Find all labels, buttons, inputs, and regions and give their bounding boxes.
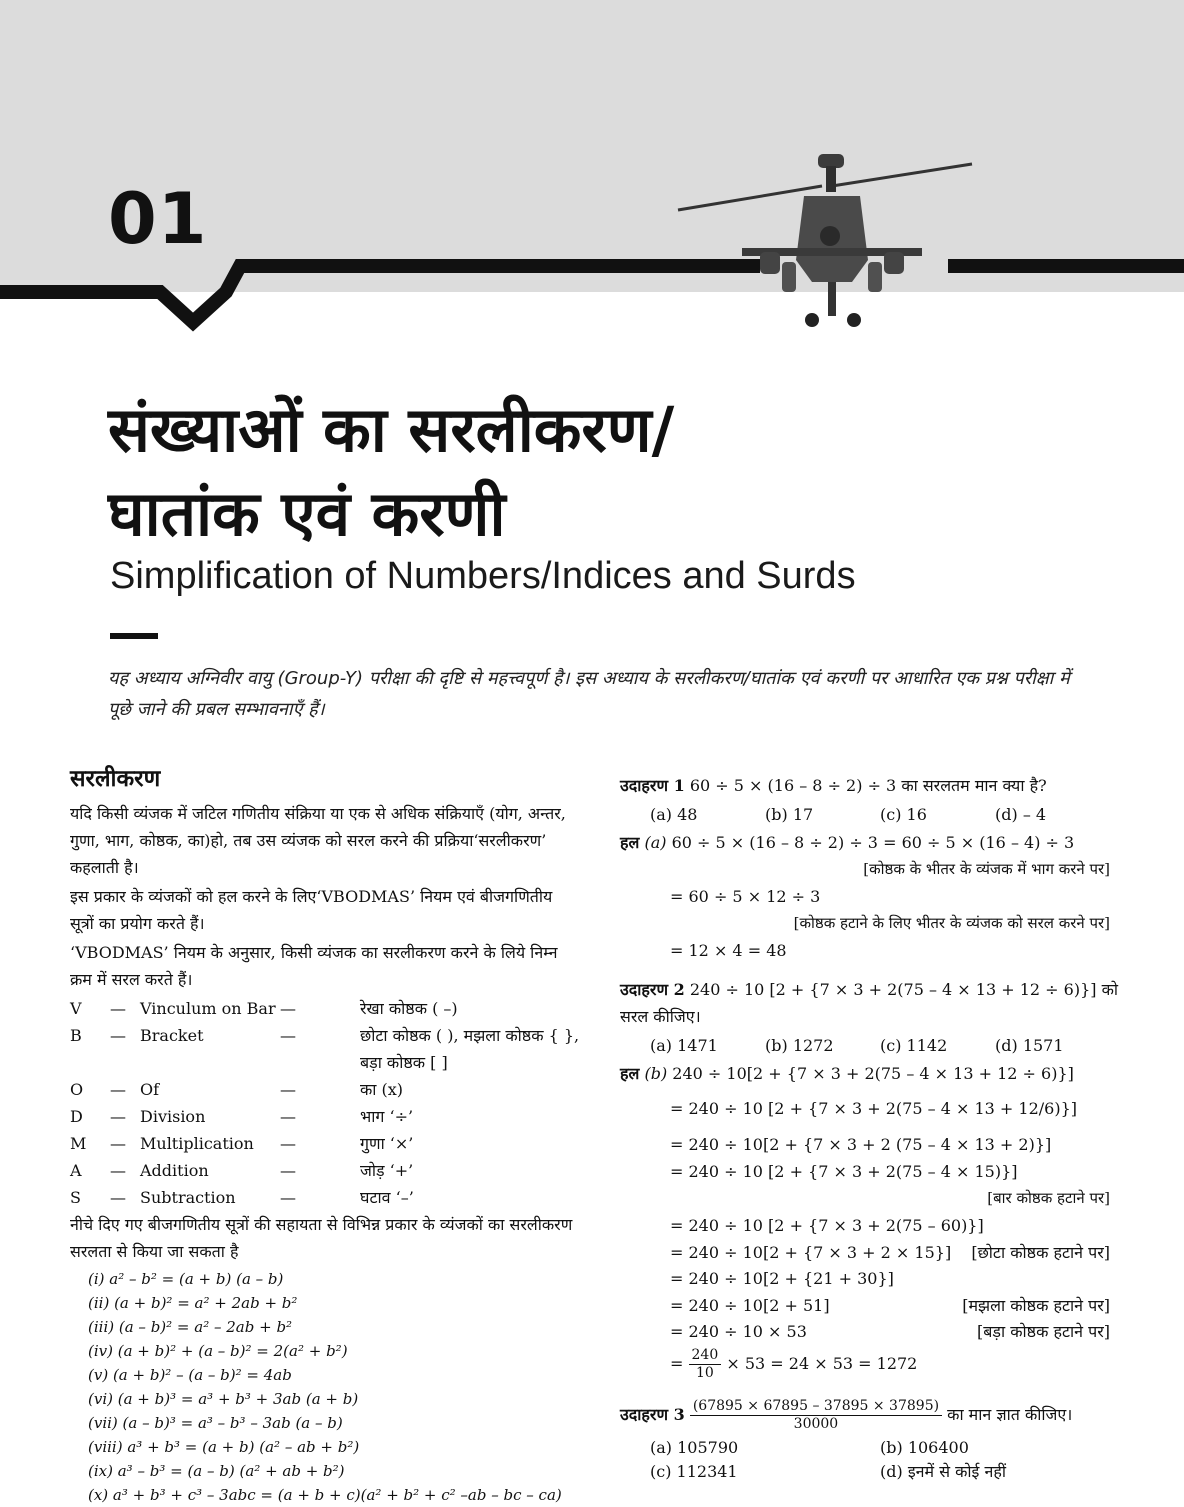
rule-name: Multiplication	[140, 1134, 254, 1153]
rule-name: Addition	[140, 1161, 209, 1180]
solution-note: [कोष्ठक हटाने के लिए भीतर के व्यंजक को सरल करने पर]	[793, 914, 1110, 932]
formula-item: (viii) a³ + b³ = (a + b) (a² – ab + b²)	[88, 1438, 360, 1456]
solution-note: [बड़ा कोष्ठक हटाने पर]	[977, 1322, 1110, 1341]
paragraph-formulas-intro: नीचे दिए गए बीजगणितीय सूत्रों की सहायता से विभिन्न प्रकार के व्यंजकों का सरलीकरण सरलता से किया जा सकता है	[70, 1215, 573, 1261]
final-result: × 53 = 24 × 53 = 1272	[726, 1354, 918, 1373]
chapter-title-english: Simplification of Numbers/Indices and Surds	[110, 555, 856, 597]
formula-item: (x) a³ + b³ + c³ – 3abc = (a + b + c)(a² + b² + c² –ab – bc – ca)	[88, 1486, 562, 1504]
rule-row	[70, 995, 580, 1022]
title-hindi-line2: घातांक एवं करणी	[108, 477, 506, 550]
rule-dash: —	[280, 999, 296, 1018]
rule-letter: S	[70, 1188, 81, 1207]
solution-step-row	[620, 1292, 1120, 1318]
solution-step-row	[620, 1318, 1120, 1344]
title-hindi-line1: संख्याओं का सरलीकरण/	[108, 393, 675, 466]
formula-item: (ii) (a + b)² = a² + 2ab + b²	[88, 1294, 298, 1312]
solution-step: = 240 ÷ 10[2 + {7 × 3 + 2 × 15}]	[670, 1243, 952, 1262]
rule-row	[70, 1022, 580, 1076]
fraction-denominator: 30000	[793, 1416, 839, 1432]
rule-hindi: का (x)	[360, 1080, 404, 1099]
solution-note: [बार कोष्ठक हटाने पर]	[987, 1189, 1110, 1207]
chapter-title-hindi	[108, 388, 674, 556]
rule-dash: —	[110, 1107, 126, 1126]
rule-hindi: भाग ‘÷’	[360, 1107, 414, 1126]
rule-letter: D	[70, 1107, 83, 1126]
rule-hindi: छोटा कोष्ठक ( ), मझला कोष्ठक { }, बड़ा कोष्ठक [ ]	[360, 1026, 580, 1072]
example-label: उदाहरण 3	[620, 1405, 685, 1424]
option: (c) 1142	[880, 1036, 948, 1055]
option: (a) 105790	[650, 1438, 739, 1457]
solution-step: = 12 × 4 = 48	[670, 941, 787, 960]
solution-note: [मझला कोष्ठक हटाने पर]	[962, 1296, 1110, 1315]
formula-list	[70, 1267, 580, 1507]
rule-letter: A	[70, 1161, 82, 1180]
rule-dash: —	[280, 1188, 296, 1207]
formula-item: (vi) (a + b)³ = a³ + b³ + 3ab (a + b)	[88, 1390, 359, 1408]
rule-letter: M	[70, 1134, 87, 1153]
helicopter-image	[672, 150, 992, 340]
formula-item: (vii) (a – b)³ = a³ – b³ – 3ab (a – b)	[88, 1414, 343, 1432]
formula-item: (iii) (a – b)² = a² – 2ab + b²	[88, 1318, 293, 1336]
option: (b) 106400	[880, 1438, 969, 1457]
title-underline	[110, 633, 158, 639]
rule-letter: V	[70, 999, 82, 1018]
option: (d) – 4	[995, 805, 1047, 824]
paragraph-definition: यदि किसी व्यंजक में जटिल गणितीय संक्रिया या एक से अधिक संक्रियाएँ (योग, अन्तर, गुणा, भाग, कोष्ठक, का)हो, तब उस व्यंजक को सरल करने की प्रक्रिया‘सरलीकरण’ कहलाती है।	[70, 804, 566, 877]
rule-row	[70, 1103, 580, 1130]
solution-step: = 240 ÷ 10[2 + 51]	[670, 1296, 830, 1315]
rule-row	[70, 1130, 580, 1157]
left-column	[70, 762, 580, 1507]
solution-label: हल	[620, 833, 640, 852]
solution-note: [कोष्ठक के भीतर के व्यंजक में भाग करने पर]	[863, 860, 1110, 878]
option: (b) 17	[765, 805, 814, 824]
rule-hindi: जोड़ ‘+’	[360, 1161, 414, 1180]
solution-step: = 240 ÷ 10 × 53	[670, 1322, 807, 1341]
rule-dash: —	[110, 999, 126, 1018]
formula-item: (iv) (a + b)² + (a – b)² = 2(a² + b²)	[88, 1342, 348, 1360]
rule-row	[70, 1157, 580, 1184]
final-fraction	[689, 1347, 722, 1382]
options	[620, 801, 1120, 829]
solution-step-row	[620, 1239, 1120, 1265]
formula-item: (ix) a³ – b³ = (a – b) (a² + ab + b²)	[88, 1462, 345, 1480]
rule-dash: —	[110, 1134, 126, 1153]
rule-name: Vinculum on Bar	[140, 999, 276, 1018]
solution-note: [छोटा कोष्ठक हटाने पर]	[971, 1243, 1110, 1262]
example-2	[620, 976, 1120, 1384]
formula-item: (v) (a + b)² – (a – b)² = 4ab	[88, 1366, 292, 1384]
option: (c) 16	[880, 805, 927, 824]
rule-dash: —	[280, 1080, 296, 1099]
solution-answer: (a)	[644, 833, 667, 852]
example-label: उदाहरण 1	[620, 776, 685, 795]
rule-dash: —	[280, 1107, 296, 1126]
rule-dash: —	[110, 1161, 126, 1180]
fraction-numerator: (67895 × 67895 – 37895 × 37895)	[690, 1398, 942, 1416]
rule-name: Subtraction	[140, 1188, 236, 1207]
rule-hindi: घटाव ‘–’	[360, 1188, 414, 1207]
solution-step: = 240 ÷ 10[2 + {7 × 3 + 2 (75 – 4 × 13 + 2)}]	[670, 1135, 1052, 1154]
option: (c) 112341	[650, 1462, 738, 1481]
rule-name: Division	[140, 1107, 206, 1126]
solution-step: 60 ÷ 5 × (16 – 8 ÷ 2) ÷ 3 = 60 ÷ 5 × (16 – 4) ÷ 3	[671, 833, 1075, 852]
vbodmas-rules	[70, 995, 580, 1211]
rule-dash: —	[280, 1026, 296, 1045]
rule-dash: —	[280, 1161, 296, 1180]
rule-letter: B	[70, 1026, 82, 1045]
rule-dash: —	[110, 1188, 126, 1207]
paragraph-vbodmas-order: ‘VBODMAS’ नियम के अनुसार, किसी व्यंजक का सरलीकरण करने के लिये निम्न क्रम में सरल करते हैं।	[70, 943, 558, 989]
example-3	[620, 1396, 1120, 1484]
option: (d) 1571	[995, 1036, 1064, 1055]
option: (a) 48	[650, 805, 698, 824]
solution-step: = 240 ÷ 10 [2 + {7 × 3 + 2(75 – 60)}]	[670, 1216, 984, 1235]
rule-name: Bracket	[140, 1026, 204, 1045]
example-question: का मान ज्ञात कीजिए।	[947, 1405, 1073, 1424]
right-column	[620, 772, 1120, 1484]
chapter-number: 01	[108, 178, 208, 260]
example-question: 60 ÷ 5 × (16 – 8 ÷ 2) ÷ 3 का सरलतम मान क्या है?	[689, 776, 1047, 795]
solution-final: = $\frac{240}{10}$ × 53 = 24 × 53 = 1272	[670, 1347, 918, 1381]
options	[620, 1436, 1120, 1484]
example-1	[620, 772, 1120, 964]
fraction-numerator: 240	[689, 1347, 722, 1365]
solution-step: = 240 ÷ 10 [2 + {7 × 3 + 2(75 – 4 × 15)}]	[670, 1162, 1018, 1181]
solution-answer: (b)	[644, 1064, 668, 1083]
example-label: उदाहरण 2	[620, 980, 685, 999]
solution-step: = 240 ÷ 10 [2 + {7 × 3 + 2(75 – 4 × 13 + 12/6)}]	[670, 1099, 1077, 1118]
section-heading: सरलीकरण	[70, 766, 161, 792]
solution-step: = 240 ÷ 10[2 + {21 + 30}]	[670, 1269, 894, 1288]
options	[620, 1032, 1120, 1060]
rule-hindi: गुणा ‘×’	[360, 1134, 414, 1153]
example-fraction	[690, 1398, 942, 1433]
rule-name: Of	[140, 1080, 160, 1099]
rule-dash: —	[110, 1026, 126, 1045]
intro-paragraph: यह अध्याय अग्निवीर वायु (Group-Y) परीक्षा की दृष्टि से महत्त्वपूर्ण है। इस अध्याय के सरलीकरण/घातांक एवं करणी पर आधारित एक प्रश्न परीक्षा में पूछे जाने की प्रबल सम्भावनाएँ हैं।	[108, 668, 1070, 720]
option: (d) इनमें से कोई नहीं	[880, 1462, 1006, 1481]
paragraph-vbodmas-use: इस प्रकार के व्यंजकों को हल करने के लिए‘VBODMAS’ नियम एवं बीजगणितीय सूत्रों का प्रयोग करते हैं।	[70, 887, 553, 933]
rule-hindi: रेखा कोष्ठक ( –)	[360, 999, 458, 1018]
option: (a) 1471	[650, 1036, 718, 1055]
rule-row	[70, 1076, 580, 1103]
rule-dash: —	[110, 1080, 126, 1099]
solution-first-line	[620, 1060, 1120, 1087]
solution-step: = 60 ÷ 5 × 12 ÷ 3	[670, 887, 821, 906]
rule-letter: O	[70, 1080, 84, 1099]
solution-step: 240 ÷ 10[2 + {7 × 3 + 2(75 – 4 × 13 + 12 ÷ 6)}]	[672, 1064, 1074, 1083]
formula-item: (i) a² – b² = (a + b) (a – b)	[88, 1270, 284, 1288]
solution-label: हल	[620, 1064, 640, 1083]
example-question: 240 ÷ 10 [2 + {7 × 3 + 2(75 – 4 × 13 + 12 ÷ 6)}] को सरल कीजिए।	[620, 980, 1119, 1026]
rule-row	[70, 1184, 580, 1211]
option: (b) 1272	[765, 1036, 834, 1055]
solution-first-line	[620, 829, 1120, 856]
rule-dash: —	[280, 1134, 296, 1153]
fraction-denominator: 10	[695, 1365, 714, 1381]
